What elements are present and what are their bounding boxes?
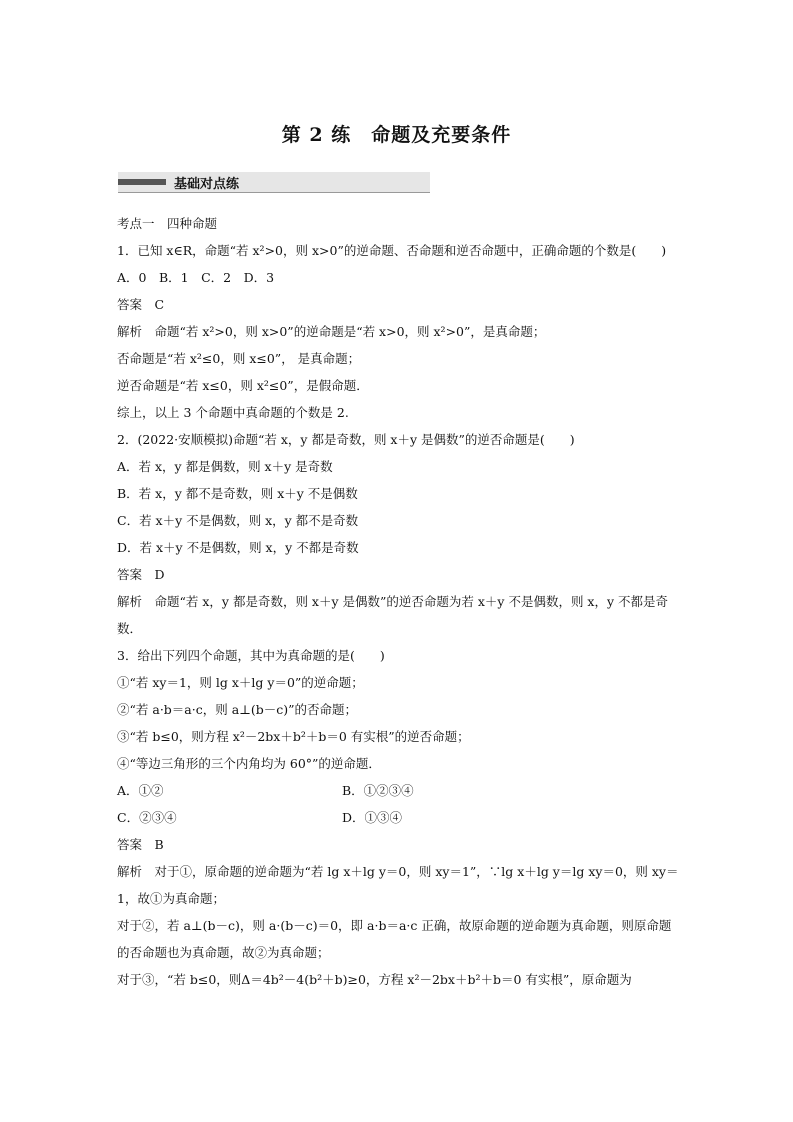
q2-option: B．若 x，y 都不是奇数，则 x＋y 不是偶数 (117, 486, 358, 501)
q3-analysis-paragraph: 解析 对于①，原命题的逆命题为“若 lg x＋lg y＝0，则 xy＝1”，∵lg x＋lg y＝lg xy＝0，则 xy＝1，故①为真命题； (117, 864, 679, 906)
q3-item: ④“等边三角形的三个内角均为 60°”的逆命题． (117, 756, 381, 771)
exercise-content (117, 210, 679, 993)
q3-item: ②“若 a·b＝a·c，则 a⊥(b－c)”的否命题； (117, 702, 358, 717)
q3-option-d: D．①③④ (342, 810, 403, 825)
q3-item: ①“若 xy＝1，则 lg x＋lg y＝0”的逆命题； (117, 675, 364, 690)
q2-analysis: 解析 命题“若 x，y 都是奇数，则 x＋y 是偶数”的逆否命题为若 x＋y 不是偶数，则 x，y 不都是奇数． (117, 594, 669, 636)
q3-item: ③“若 b≤0，则方程 x²－2bx＋b²＋b＝0 有实根”的逆否命题； (117, 729, 470, 744)
q1-analysis-line: 综上，以上 3 个命题中真命题的个数是 2. (117, 405, 349, 420)
q3-options-row (117, 804, 679, 831)
q3-analysis-paragraph: 对于②，若 a⊥(b－c)，则 a·(b－c)＝0，即 a·b＝a·c 正确，故原命题的逆命题为真命题，则原命题的否命题也为真命题，故②为真命题； (117, 918, 672, 960)
q2-answer: 答案 D (117, 567, 165, 582)
q1-stem: 1．已知 x∈R，命题“若 x²>0，则 x>0”的逆命题、否命题和逆否命题中，正确命题的个数是( ) (117, 243, 667, 258)
q2-stem: 2．(2022·安顺模拟)命题“若 x，y 都是奇数，则 x＋y 是偶数”的逆否命题是( ) (117, 432, 575, 447)
section-title: 基础对点练 (174, 177, 240, 192)
page-title: 第 2 练 命题及充要条件 (281, 124, 512, 146)
q1-analysis-line: 逆否命题是“若 x≤0，则 x²≤0”，是假命题． (117, 378, 369, 393)
q3-options-row (117, 777, 679, 804)
q1-answer: 答案 C (117, 297, 165, 312)
q1-options: A．0 B．1 C．2 D．3 (117, 270, 275, 285)
topic-heading: 考点一 四种命题 (117, 216, 218, 231)
q3-stem: 3．给出下列四个命题，其中为真命题的是( ) (117, 648, 385, 663)
q3-analysis-paragraph: 对于③，“若 b≤0，则Δ＝4b²－4(b²＋b)≥0，方程 x²－2bx＋b²＋b＝0 有实根”，原命题为 (117, 972, 632, 987)
q3-option-a: A．①② (117, 783, 164, 798)
section-header (118, 172, 430, 193)
section-header-block (118, 179, 166, 185)
q2-option: C．若 x＋y 不是偶数，则 x，y 都不是奇数 (117, 513, 359, 528)
q2-option: A．若 x，y 都是偶数，则 x＋y 是奇数 (117, 459, 333, 474)
q2-option: D．若 x＋y 不是偶数，则 x，y 不都是奇数 (117, 540, 359, 555)
q1-analysis-line: 否命题是“若 x²≤0，则 x≤0”， 是真命题； (117, 351, 361, 366)
q3-option-c: C．②③④ (117, 810, 177, 825)
q3-option-b: B．①②③④ (342, 783, 414, 798)
q1-analysis-line: 解析 命题“若 x²>0，则 x>0”的逆命题是“若 x>0，则 x²>0”，是真命题； (117, 324, 546, 339)
q3-answer: 答案 B (117, 837, 164, 852)
